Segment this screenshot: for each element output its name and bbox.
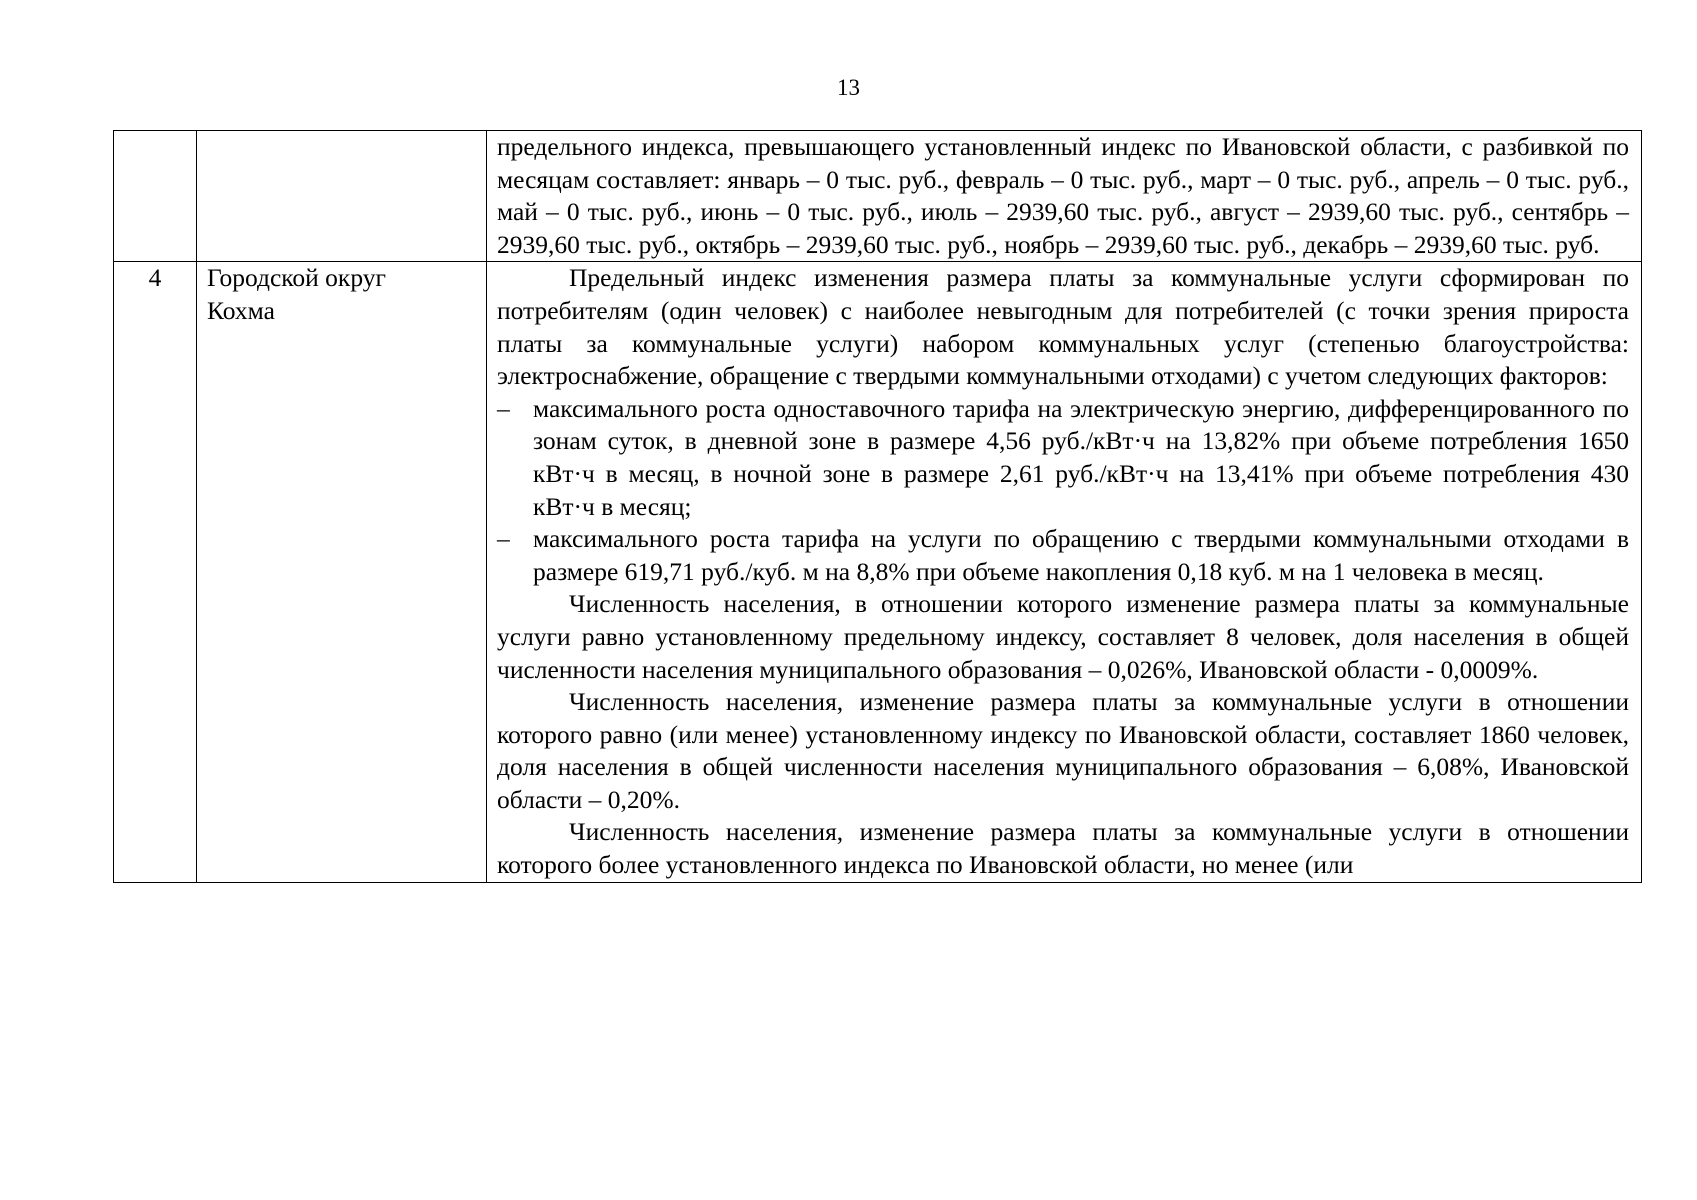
description-cell <box>487 131 1642 262</box>
population-paragraph: Численность населения, в отношении которого изменение размера платы за коммунальные услуги равно установленному предельному индексу, составляет 8 человек, доля населения в общей численности населения муниципального образования – 0,026%, Ивановской области - 0,0009%. <box>497 589 1629 684</box>
municipality-name-line: Кохма <box>207 295 275 325</box>
dash-bullet: – <box>497 524 510 554</box>
row-number-cell <box>114 131 197 262</box>
population-paragraph: Численность населения, изменение размера платы за коммунальные услуги в отношении которого более установленного индекса по Ивановской области, но менее (или <box>497 817 1629 880</box>
factor-item <box>497 523 1629 588</box>
intro-paragraph: Предельный индекс изменения размера платы за коммунальные услуги сформирован по потребителям (один человек) с наиболее невыгодным для потребителей (с точки зрения прироста платы за коммунальные услуги) набором коммунальных услуг (степенью благоустройства: электроснабжение, обращение с твердыми коммунальными отходами) с учетом следующих факторов: <box>497 263 1629 391</box>
municipality-name-cell <box>197 131 487 262</box>
description-cell <box>487 262 1642 882</box>
factor-text: максимального роста одноставочного тарифа на электрическую энергию, дифференцированного по зонам суток, в дневной зоне в размере 4,56 руб./кВт·ч на 13,82% при объеме потребления 1650 кВт·ч в месяц, в ночной зоне в размере 2,61 руб./кВт·ч на 13,41% при объеме потребления 430 кВт·ч в месяц; <box>533 393 1629 521</box>
municipality-name-cell <box>197 262 487 882</box>
factor-text: максимального роста тарифа на услуги по обращению с твердыми коммунальными отходами в размере 619,71 руб./куб. м на 8,8% при объеме накопления 0,18 куб. м на 1 человека в месяц. <box>533 524 1629 586</box>
continuation-paragraph: предельного индекса, превышающего установленный индекс по Ивановской области, с разбивкой по месяцам составляет: январь – 0 тыс. руб., февраль – 0 тыс. руб., март – 0 тыс. руб., апрель – 0 тыс. руб., май – 0 тыс. руб., июнь – 0 тыс. руб., июль – 2939,60 тыс. руб., август – 2939,60 тыс. руб., сентябрь – 2939,60 тыс. руб., октябрь – 2939,60 тыс. руб., ноябрь – 2939,60 тыс. руб., декабрь – 2939,60 тыс. руб. <box>497 132 1629 259</box>
row-number-cell: 4 <box>114 262 197 882</box>
dash-bullet: – <box>497 393 510 423</box>
municipality-table <box>113 130 1642 883</box>
factor-item <box>497 393 1629 523</box>
table-row <box>114 262 1642 882</box>
page-number: 13 <box>837 75 860 100</box>
municipality-name-line: Городской округ <box>207 263 386 293</box>
population-paragraph: Численность населения, изменение размера платы за коммунальные услуги в отношении которого равно (или менее) установленному индексу по Ивановской области, составляет 1860 человек, доля населения в общей численности населения муниципального образования – 6,08%, Ивановской области – 0,20%. <box>497 687 1629 814</box>
table-row <box>114 131 1642 262</box>
